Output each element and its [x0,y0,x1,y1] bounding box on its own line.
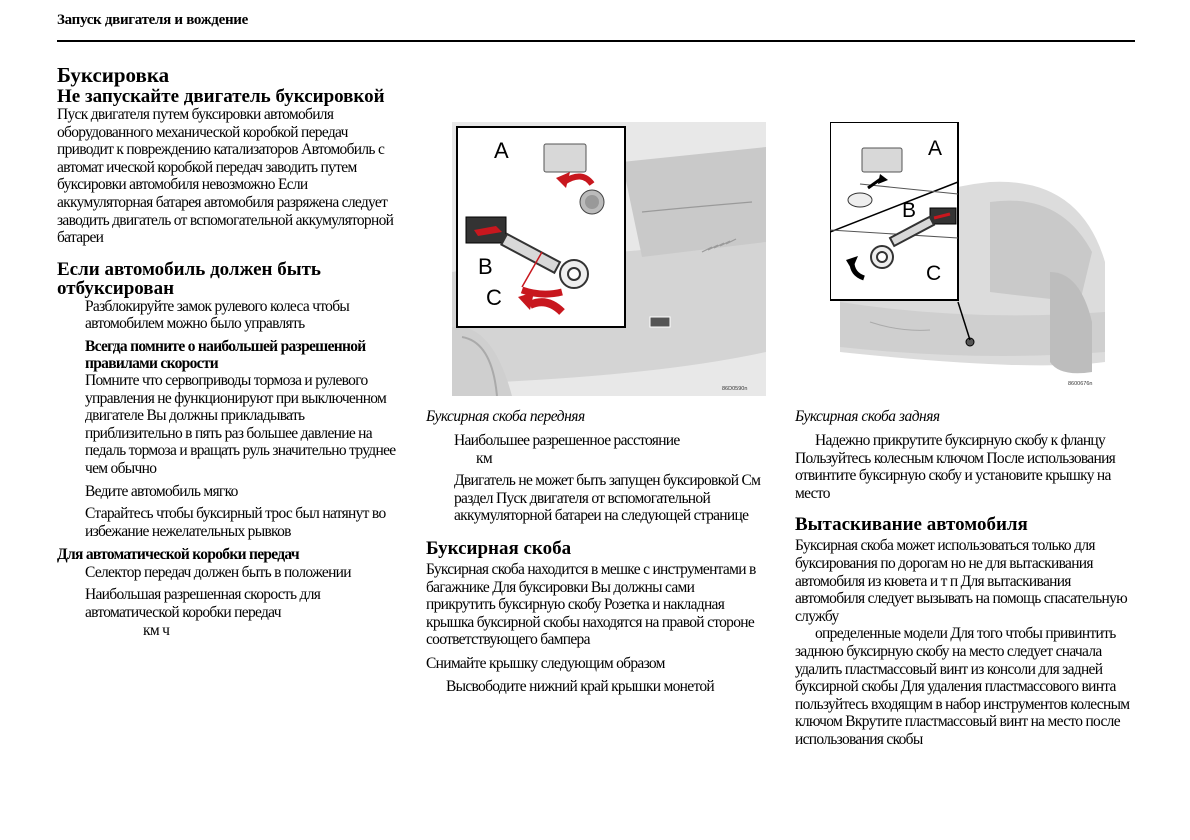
paragraph-catalyst: Пуск двигателя путем буксировки автомобиля оборудованного механической коробкой передач приводит к повреждению катализаторов Автомобиль с автомат ической коробкой передач заводить путем буксировки автомобиля невозможно Если аккумуляторная батарея автомобиля разряжена следует заводить двигатель от вспомогательной аккумуляторной батареи [57,106,394,247]
paragraph-selector: Селектор передач должен быть в положении [85,563,351,581]
paragraph-coin: Высвободите нижний край крышки монетой [446,677,714,695]
paragraph-plastic-screw: определенные модели Для того чтобы привинтить заднюю буксирную скобу на место следует сначала удалить пластмассовый винт из консоли для задней буксирной скобы Для удаления пластмассового винта пользуйтесь входящим в набор инструментов колесным ключом Вкрутите пластмассовый винт на место после использования скобы [795,625,1130,748]
front-tow-eye-illustration [452,122,766,396]
label-a: A [494,138,509,163]
caption-rear: Буксирная скоба задняя [795,408,940,425]
header-rule [57,40,1135,42]
paragraph-no-start: Двигатель не может быть запущен буксировкой См раздел Пуск двигателя от вспомогательной аккумуляторной батареи на следующей странице [454,472,761,525]
warning-speed: Всегда помните о наибольшей разрешенной правилами скорости [85,337,366,372]
label-c: C [926,262,942,285]
figure-code: 86D0590n [722,386,748,392]
paragraph-remove-cover: Снимайте крышку следующим образом [426,654,665,672]
subheading-recovery: Вытаскивание автомобиля [795,514,1028,536]
column-1 [57,64,402,639]
figure-code: 8600676n [1068,381,1093,387]
paragraph-max-distance: Наибольшее разрешенное расстояние [454,432,680,449]
paragraph-servo: Помните что сервоприводы тормоза и рулевого управления не функционируют при выключенном двигателе Вы должны прикладывать приблизительно в пять раз большее давление на педаль тормоза и вращать руль значительно труднее чем обычно [85,371,396,477]
subheading-if-towed: Если автомобиль должен быть отбуксирован [57,258,321,299]
section-title: Буксировка [57,63,170,87]
paragraph-screw-eye: Надежно прикрутите буксирную скобу к фланцу Пользуйтесь колесным ключом После использования отвинтите буксирную скобу и установите крышку на место [795,432,1116,502]
paragraph-tow-eye-location: Буксирная скоба находится в мешке с инструментами в багажнике Для буксировки Вы должны сами прикрутить буксирную скобу Розетка и накладная крышка буксирной скобы находятся на правой стороне соответствующего бампера [426,560,756,649]
unit-km: км [476,449,492,467]
subheading-no-tow-start: Не запускайте двигатель буксировкой [57,86,385,107]
caption-front: Буксирная скоба передняя [426,408,585,425]
rear-tow-eye-illustration [830,122,1112,396]
label-a: A [928,137,943,160]
unit-kmh: км ч [143,621,170,639]
paragraph-recovery: Буксирная скоба может использоваться только для буксирования по дорогам но не для вытаскивания автомобиля из кювета и т п Для вытаскивания автомобиля следует вызывать на помощь спасательную службу [795,537,1128,625]
subheading-automatic: Для автоматической коробки передач [57,546,299,564]
paragraph-drive-smooth: Ведите автомобиль мягко [85,482,238,500]
paragraph-rope: Старайтесь чтобы буксирный трос был натянут во избежание нежелательных рывков [85,505,386,540]
label-b: B [902,199,917,222]
paragraph-max-speed: Наибольшая разрешенная скорость для автоматической коробки передач [85,586,321,622]
paragraph-unlock: Разблокируйте замок рулевого колеса чтобы автомобилем можно было управлять [85,297,350,333]
column-2 [426,408,766,695]
subheading-tow-eye: Буксирная скоба [426,537,572,559]
running-header: Запуск двигателя и вождение [57,12,248,28]
label-b: B [478,254,493,279]
column-3 [795,408,1135,749]
label-c: C [486,285,502,310]
